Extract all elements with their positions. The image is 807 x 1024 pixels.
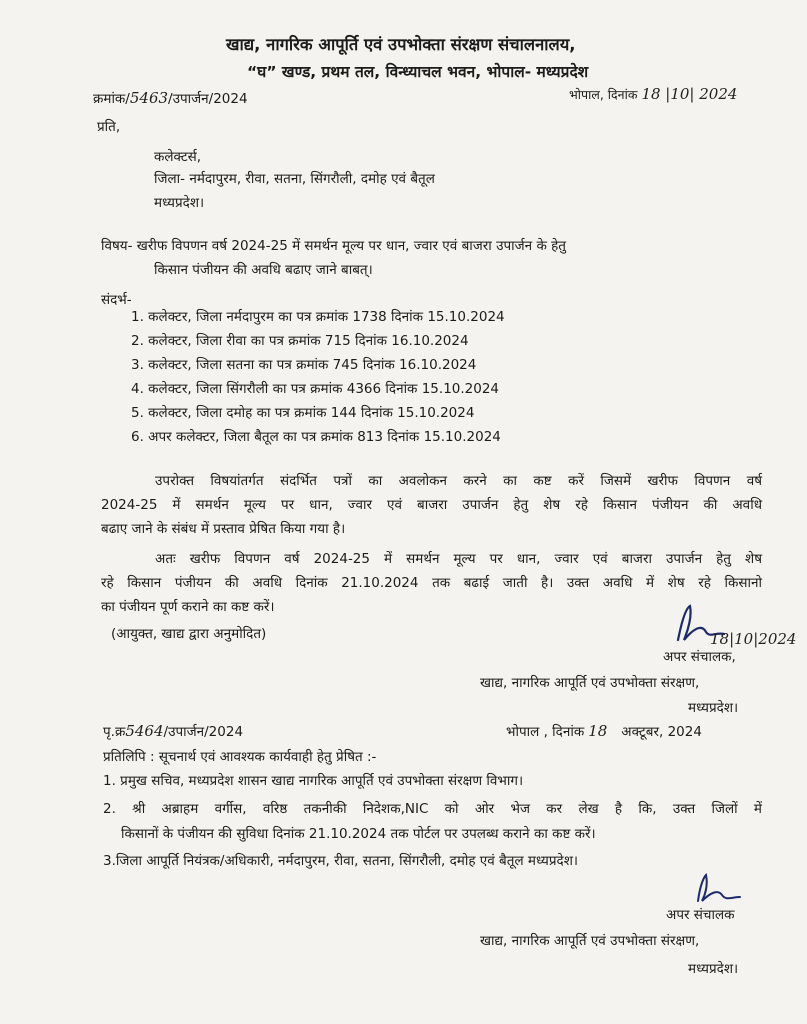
endorsement-prefix: पृ.क्र [103, 724, 126, 740]
ref-date-label: भोपाल, दिनांक [569, 87, 638, 102]
ref-suffix: /उपार्जन/2024 [168, 91, 248, 107]
ref-prefix: क्रमांक/ [93, 91, 130, 107]
to-line1: कलेक्टर्स, [154, 149, 202, 165]
signature1-date-handwritten: 18|10|2024 [710, 630, 797, 648]
subject-line1: विषय- खरीफ विपणन वर्ष 2024-25 में समर्थन मूल्य पर धान, ज्वार एवं बाजरा उपार्जन के हेतु [101, 238, 566, 254]
body-p2-line3: का पंजीयन पूर्ण कराने का कष्ट करें। [101, 599, 275, 615]
copy-item-3: 3.जिला आपूर्ति नियंत्रक/अधिकारी, नर्मदापुरम, रीवा, सतना, सिंगरौली, दमोह एवं बैतूल मध्यप्रदेश। [103, 853, 579, 869]
to-line2: जिला- नर्मदापुरम, रीवा, सतना, सिंगरौली, दमोह एवं बैतूल [154, 171, 435, 187]
to-line3: मध्यप्रदेश। [154, 195, 205, 211]
references-label: संदर्भ- [101, 292, 132, 308]
endorsement-date-label: भोपाल , दिनांक [506, 724, 585, 740]
body-p1-line3: बढाए जाने के संबंध में प्रस्ताव प्रेषित किया गया है। [101, 521, 346, 537]
approved-note: (आयुक्त, खाद्य द्वारा अनुमोदित) [111, 626, 267, 642]
endorsement-suffix: /उपार्जन/2024 [163, 724, 244, 740]
body-p2-line2: रहे किसान पंजीयन की अवधि दिनांक 21.10.2024 तक बढाई जाती है। उक्त अवधि में शेष रहे किसानो [101, 575, 762, 591]
to-prati: प्रति, [97, 119, 121, 135]
copy-label: प्रतिलिपि : सूचनार्थ एवं आवश्यक कार्यवाही हेतु प्रेषित :- [103, 749, 377, 765]
reference-item: 4. कलेक्टर, जिला सिंगरौली का पत्र क्रमांक 4366 दिनांक 15.10.2024 [131, 381, 500, 397]
ref-date [569, 85, 737, 104]
endorsement-number [103, 722, 243, 741]
ref-date-handwritten: 18 |10| 2024 [641, 85, 738, 103]
copy-item-2-line2: किसानों के पंजीयन की सुविधा दिनांक 21.10.2024 तक पोर्टल पर उपलब्ध कराने का कष्ट करें। [121, 826, 596, 842]
ref-number-handwritten: 5463 [129, 89, 169, 107]
signature1-dept: खाद्य, नागरिक आपूर्ति एवं उपभोक्ता संरक्षण, [480, 675, 700, 691]
signature2-designation: अपर संचालक [666, 907, 735, 923]
signature1-designation: अपर संचालक, [663, 649, 736, 665]
reference-item: 5. कलेक्टर, जिला दमोह का पत्र क्रमांक 144 दिनांक 15.10.2024 [131, 405, 475, 421]
ref-number [93, 89, 248, 108]
body-p1-line2: 2024-25 में समर्थन मूल्य पर धान, ज्वार एवं बाजरा उपार्जन हेतु शेष रहे किसान पंजीयन की अवधि [101, 497, 762, 513]
header-line1: खाद्य, नागरिक आपूर्ति एवं उपभोक्ता संरक्षण संचालनालय, [226, 35, 576, 54]
reference-item: 3. कलेक्टर, जिला सतना का पत्र क्रमांक 745 दिनांक 16.10.2024 [131, 357, 477, 373]
signature2-state: मध्यप्रदेश। [688, 961, 739, 977]
body-p1-line1: उपरोक्त विषयांतर्गत संदर्भित पत्रों का अवलोकन करने का कष्ट करें जिसमें खरीफ विपणन वर्ष [155, 473, 762, 489]
reference-item: 2. कलेक्टर, जिला रीवा का पत्र क्रमांक 715 दिनांक 16.10.2024 [131, 333, 469, 349]
reference-item: 6. अपर कलेक्टर, जिला बैतूल का पत्र क्रमांक 813 दिनांक 15.10.2024 [131, 429, 501, 445]
copy-item-1: 1. प्रमुख सचिव, मध्यप्रदेश शासन खाद्य नागरिक आपूर्ति एवं उपभोक्ता संरक्षण विभाग। [103, 773, 524, 789]
signature-scribble [690, 871, 746, 907]
subject-line2: किसान पंजीयन की अवधि बढाए जाने बाबत्। [154, 262, 373, 278]
copy-item-2-line1: 2. श्री अब्राहम वर्गीस, वरिष्ठ तकनीकी निदेशक,NIC को ओर भेज कर लेख है कि, उक्त जिलों में [103, 801, 762, 817]
signature1-state: मध्यप्रदेश। [688, 700, 739, 716]
header-line2: “घ” खण्ड, प्रथम तल, विन्ध्याचल भवन, भोपाल- मध्यप्रदेश [247, 63, 589, 81]
endorsement-date-handwritten: 18 [588, 722, 608, 740]
endorsement-date-rest: अक्टूबर, 2024 [621, 724, 702, 740]
signature2-dept: खाद्य, नागरिक आपूर्ति एवं उपभोक्ता संरक्षण, [480, 933, 700, 949]
endorsement-date [506, 722, 702, 741]
endorsement-number-handwritten: 5464 [125, 722, 164, 740]
reference-item: 1. कलेक्टर, जिला नर्मदापुरम का पत्र क्रमांक 1738 दिनांक 15.10.2024 [131, 309, 505, 325]
body-p2-line1: अतः खरीफ विपणन वर्ष 2024-25 में समर्थन मूल्य पर धान, ज्वार एवं बाजरा उपार्जन हेतु शेष [155, 551, 762, 567]
